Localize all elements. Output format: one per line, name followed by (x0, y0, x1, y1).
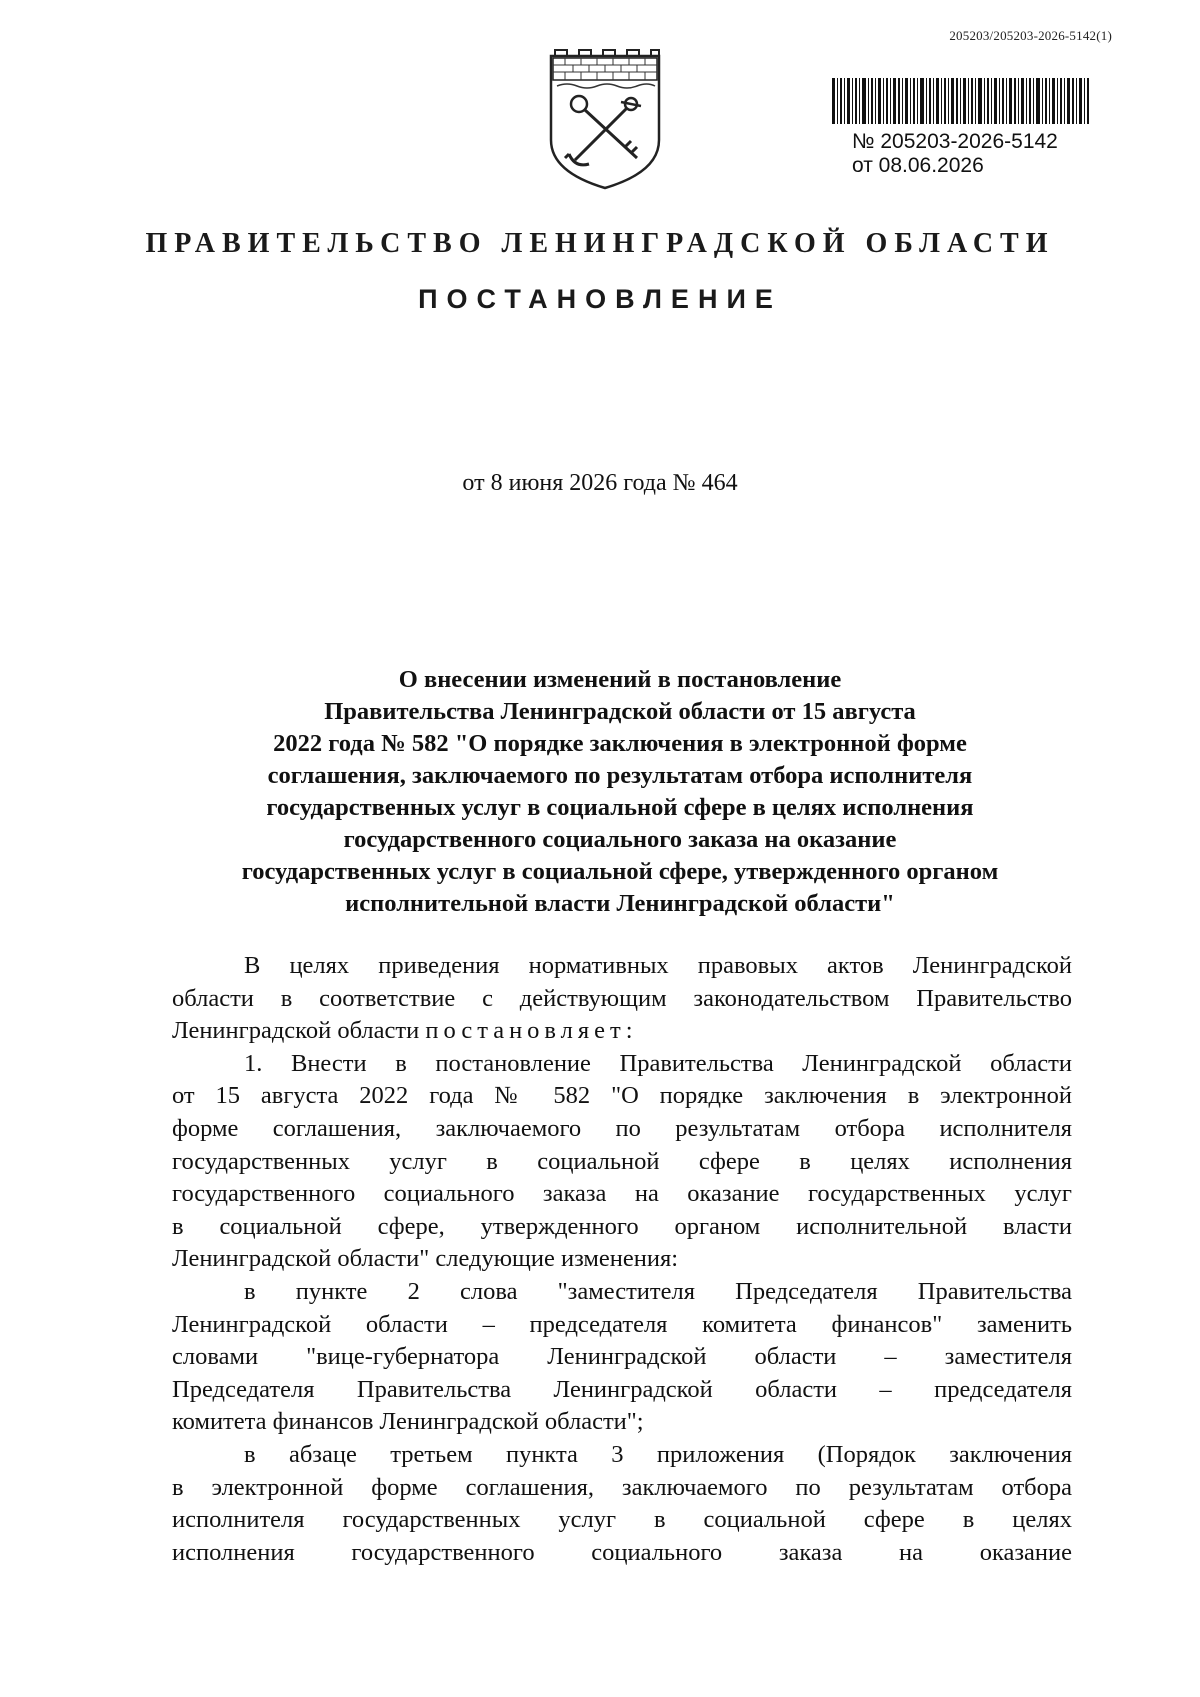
title-line: исполнительной власти Ленинградской области" (345, 890, 895, 917)
barcode-icon (830, 78, 1090, 124)
registration-date: от 08.06.2026 (852, 154, 984, 177)
document-title (170, 664, 1070, 920)
title-line: государственных услуг в социальной сфере, утвержденного органом (241, 858, 999, 885)
body-line: В целях приведения нормативных правовых актов Ленинградской (244, 952, 1072, 979)
title-line: государственных услуг в социальной сфере в целях исполнения (266, 794, 974, 821)
registration-number: № 205203-2026-5142 (852, 130, 1058, 153)
body-line: в пункте 2 слова "заместителя Председателя Правительства (244, 1277, 1072, 1305)
title-line: соглашения, заключаемого по результатам отбора исполнителя (267, 762, 973, 789)
resolution-word: постановляет: (425, 1017, 638, 1045)
body-line: исполнения государственного социального заказа на оказание (172, 1538, 1072, 1566)
body-line: 1. Внести в постановление Правительства Ленинградской области (244, 1049, 1072, 1077)
body-text-fragment: Ленинградской области (172, 1017, 426, 1045)
body-line: Ленинградской области" следующие изменения: (172, 1245, 679, 1273)
body-line: области в соответствие с действующим законодательством Правительство (172, 984, 1072, 1012)
document-id: 205203/205203-2026-5142(1) (949, 28, 1112, 43)
title-line: государственного социального заказа на оказание (343, 826, 897, 853)
body-line: комитета финансов Ленинградской области"; (172, 1408, 644, 1436)
body-line: Председателя Правительства Ленинградской области – председателя (172, 1375, 1072, 1403)
title-line: 2022 года № 582 "О порядке заключения в электронной форме (273, 730, 967, 757)
title-line: О внесении изменений в постановление (398, 666, 842, 693)
body-line: государственного социального заказа на оказание государственных услуг (172, 1180, 1072, 1208)
body-line: Ленинградской области – председателя комитета финансов" заменить (172, 1310, 1072, 1338)
body-line: словами "вице-губернатора Ленинградской области – заместителя (172, 1343, 1072, 1371)
body-line: форме соглашения, заключаемого по результатам отбора исполнителя (172, 1114, 1072, 1142)
document-date-number: от 8 июня 2026 года № 464 (462, 470, 738, 496)
body-line: от 15 августа 2022 года № 582 "О порядке заключения в электронной (172, 1082, 1072, 1110)
document-kind: ПОСТАНОВЛЕНИЕ (418, 284, 782, 314)
body-line: в социальной сфере, утвержденного органом исполнительной власти (172, 1212, 1072, 1240)
document-body (172, 950, 1072, 1569)
body-line: в электронной форме соглашения, заключаемого по результатам отбора (172, 1473, 1072, 1501)
coat-of-arms-icon (545, 48, 665, 192)
body-line: государственных услуг в социальной сфере в целях исполнения (172, 1147, 1072, 1175)
body-line: в абзаце третьем пункта 3 приложения (Порядок заключения (244, 1440, 1072, 1468)
body-line: исполнителя государственных услуг в социальной сфере в целях (172, 1506, 1072, 1534)
organization-name: ПРАВИТЕЛЬСТВО ЛЕНИНГРАДСКОЙ ОБЛАСТИ (145, 228, 1055, 259)
title-line: Правительства Ленинградской области от 15 августа (324, 698, 916, 725)
registration-block (852, 130, 1058, 178)
body-line (172, 1015, 1072, 1048)
